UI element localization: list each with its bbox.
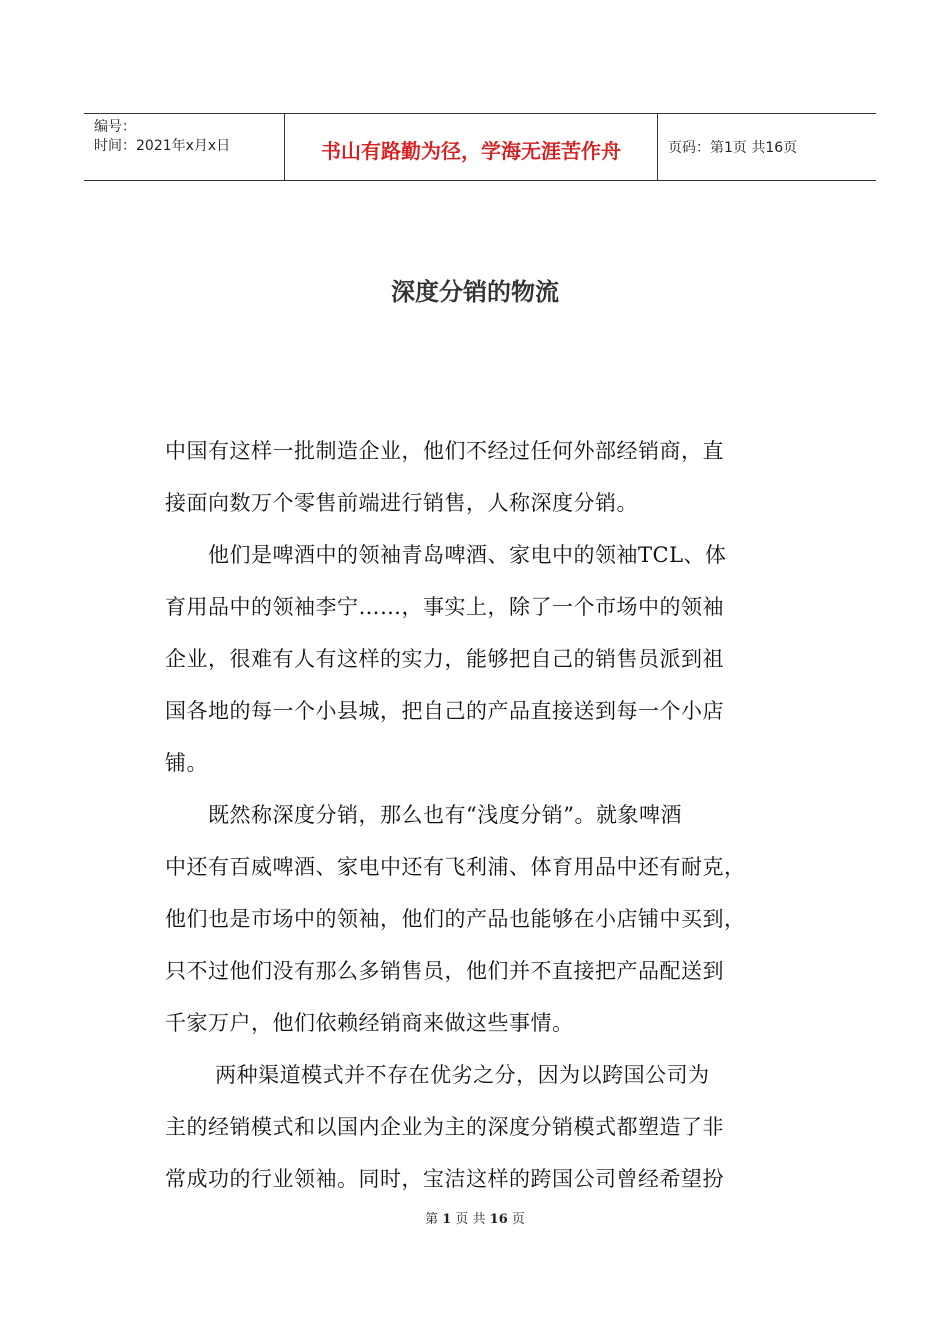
body-line: 既然称深度分销，那么也有“浅度分销”。就象啤酒 bbox=[165, 803, 682, 827]
body-line: 国各地的每一个小县城，把自己的产品直接送到每一个小店 bbox=[165, 699, 724, 723]
footer-page-number: 1 bbox=[442, 1212, 452, 1227]
header-table bbox=[84, 113, 876, 181]
header-page-label: 页码：第1页 共16页 bbox=[668, 140, 798, 156]
body-line: 企业，很难有人有这样的实力，能够把自己的销售员派到祖 bbox=[165, 647, 724, 671]
page-footer bbox=[0, 1208, 950, 1227]
number-label: 编号： bbox=[94, 119, 136, 135]
body-line: 只不过他们没有那么多销售员，他们并不直接把产品配送到 bbox=[165, 959, 724, 983]
body-line: 中还有百威啤酒、家电中还有飞利浦、体育用品中还有耐克， bbox=[165, 855, 746, 879]
body-line: 中国有这样一批制造企业，他们不经过任何外部经销商，直 bbox=[165, 439, 724, 463]
body-line: 主的经销模式和以国内企业为主的深度分销模式都塑造了非 bbox=[165, 1115, 724, 1139]
header-meta-cell bbox=[84, 114, 285, 180]
document-title: 深度分销的物流 bbox=[391, 278, 559, 306]
time-label: 时间：2021年x月x日 bbox=[94, 138, 231, 154]
footer-middle: 页 共 bbox=[451, 1212, 490, 1227]
footer-suffix: 页 bbox=[507, 1212, 525, 1227]
body-line: 铺。 bbox=[165, 751, 208, 775]
footer-total-pages: 16 bbox=[489, 1212, 508, 1227]
footer-prefix: 第 bbox=[425, 1212, 443, 1227]
body-line: 千家万户，他们依赖经销商来做这些事情。 bbox=[165, 1011, 574, 1035]
body-line: 接面向数万个零售前端进行销售，人称深度分销。 bbox=[165, 491, 638, 515]
header-motto: 书山有路勤为径，学海无涯苦作舟 bbox=[285, 114, 658, 180]
body-line: 他们也是市场中的领袖，他们的产品也能够在小店铺中买到， bbox=[165, 907, 746, 931]
body-line: 常成功的行业领袖。同时，宝洁这样的跨国公司曾经希望扮 bbox=[165, 1167, 724, 1191]
body-line: 两种渠道模式并不存在优劣之分，因为以跨国公司为 bbox=[165, 1063, 710, 1087]
body-line: 育用品中的领袖李宁……，事实上，除了一个市场中的领袖 bbox=[165, 595, 724, 619]
document-body bbox=[165, 425, 795, 1205]
body-line: 他们是啤酒中的领袖青岛啤酒、家电中的领袖TCL、体 bbox=[165, 543, 727, 567]
